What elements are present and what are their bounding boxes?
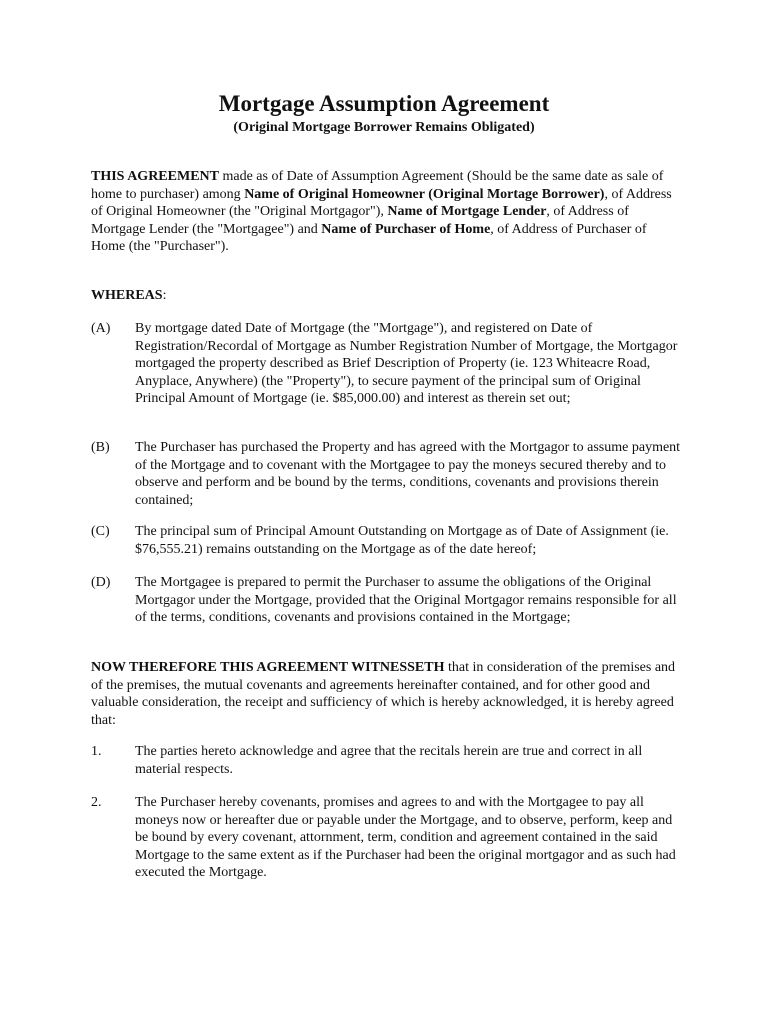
recital-label: (B) [91,440,110,455]
mortgage-lender-name: Name of Mortgage Lender [387,204,547,219]
whereas-label: WHEREAS [91,288,163,303]
recital-label: (C) [91,524,110,539]
recital-label: (A) [91,321,111,336]
clause-1 [91,743,681,778]
recital-a [91,320,681,408]
intro-paragraph [91,168,681,256]
intro-lead: THIS AGREEMENT [91,169,219,184]
recital-text: The principal sum of Principal Amount Outstanding on Mortgage as of Date of Assignment (ie. $76,555.21) remains outstanding on the Mortgage as of the date hereof; [135,524,669,557]
original-homeowner-name: Name of Original Homeowner (Original Mortage Borrower) [244,186,605,202]
recital-c [91,523,681,558]
recital-text: The Mortgagee is prepared to permit the Purchaser to assume the obligations of the Original Mortgagor under the Mortgage, provided that the Original Mortgagor remains responsible for all of the terms, conditions, covenants and provisions contained in the Mortgage; [135,575,677,625]
intro-text-2: , of Address of Original Homeowner (the "Original Mortgagor"), [91,186,672,219]
purchaser-name: Name of Purchaser of Home [321,221,491,237]
document-subtitle: (Original Mortgage Borrower Remains Obligated) [233,120,535,135]
clause-2 [91,794,681,882]
clause-text: The parties hereto acknowledge and agree that the recitals herein are true and correct in all material respects. [135,744,643,777]
clause-text: The Purchaser hereby covenants, promises and agrees to and with the Mortgagee to pay all moneys now or hereafter due or payable under the Mortgage, and to observe, perform, keep and be bound by every covenant, attornment, term, condition and agreement contained in the said Mortgage to the same extent as if the Purchaser had been the original mortgagor and as such had executed the Mortgage. [135,795,676,880]
recital-label: (D) [91,575,111,590]
intro-text-4: , of Address of Purchaser of Home (the "Purchaser"). [91,221,647,254]
recital-text: By mortgage dated Date of Mortgage (the "Mortgage"), and registered on Date of Registration/Recordal of Mortgage as Number Registration Number of Mortgage, the Mortgagor mortgaged the property described as Brief Description of Property (ie. 123 Whiteacre Road, Anyplace, Anywhere) (the "Property"), to secure payment of the principal sum of Original Principal Amount of Mortgage (ie. $85,000.00) and interest as therein set out; [135,321,678,406]
now-therefore-lead: NOW THEREFORE THIS AGREEMENT WITNESSETH [91,660,445,675]
clause-label: 2. [91,795,102,810]
whereas-colon: : [162,288,167,303]
now-therefore-paragraph [91,659,681,729]
document-title: Mortgage Assumption Agreement [218,91,550,116]
clause-label: 1. [91,744,102,759]
intro-text-3: , of Address of Mortgage Lender (the "Mortgagee") and [91,204,629,237]
intro-text-1: made as of Date of Assumption Agreement (Should be the same date as sale of home to purchaser) among [91,169,664,202]
whereas-heading [91,287,681,305]
now-therefore-text: that in consideration of the premises and of the premises, the mutual covenants and agreements hereinafter contained, and for other good and valuable consideration, the receipt and sufficiency of which is hereby acknowledged, it is hereby agreed that: [91,660,676,728]
recital-text: The Purchaser has purchased the Property and has agreed with the Mortgagor to assume payment of the Mortgage and to covenant with the Mortgagee to pay the moneys secured thereby and to observe and perform and be bound by the terms, conditions, covenants and provisions therein contained; [135,440,681,508]
recital-d [91,574,681,627]
recital-b [91,439,681,509]
